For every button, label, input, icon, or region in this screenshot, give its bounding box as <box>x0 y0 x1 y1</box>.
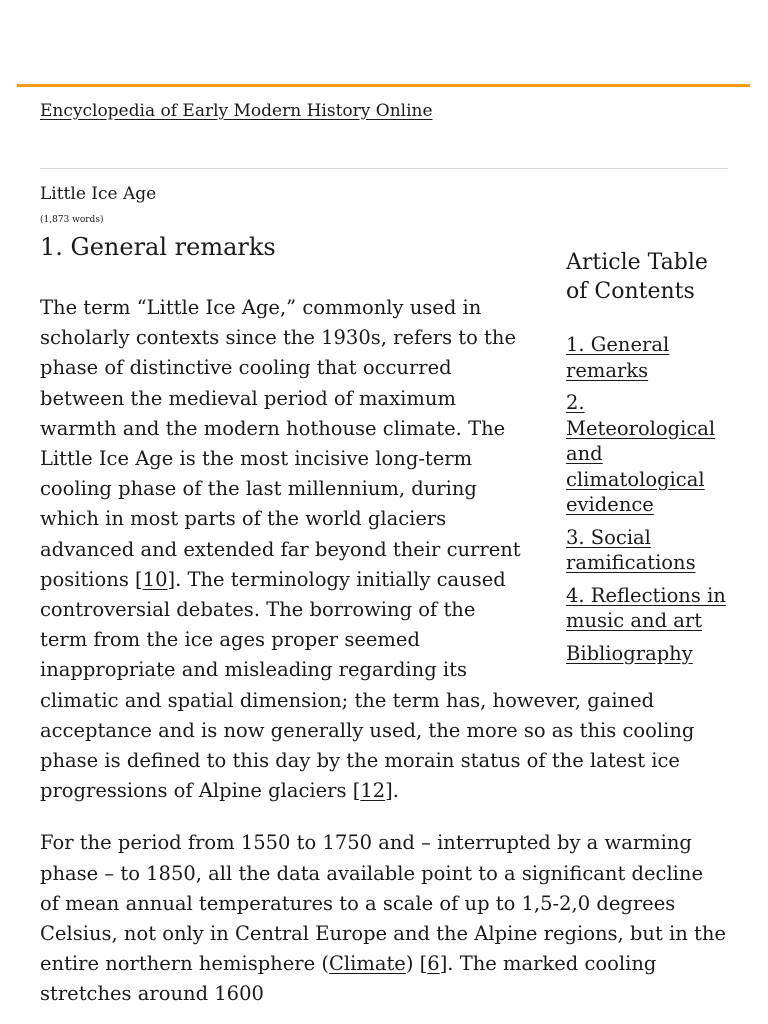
paragraph-2-text-c: ]. The marked cooling stretches around 1600 <box>40 952 657 1006</box>
header-divider <box>40 168 728 169</box>
article-table-of-contents <box>566 248 728 673</box>
toc-item <box>566 332 728 383</box>
paragraph-2 <box>40 828 728 1009</box>
header-accent-rule <box>17 84 750 87</box>
paragraph-1-text-b: ]. The terminology initially caused controversial debates. The borrowing of the term from the ice ages proper seemed inappropriate and misleading regarding its climatic and spatial dimension; the term has, however, gained acceptance and is now generally used, the more so as this cooling phase is defined to this day by the morain status of the latest ice progressions of Alpine glaciers [ <box>40 567 695 803</box>
reference-link-12[interactable]: 12 <box>360 779 386 803</box>
climate-link[interactable]: Climate <box>328 952 406 976</box>
article-content <box>40 250 728 1024</box>
toc-item <box>566 390 728 518</box>
reference-link-6[interactable]: 6 <box>427 952 440 976</box>
toc-item <box>566 525 728 576</box>
reference-link-10[interactable]: 10 <box>142 567 168 591</box>
article-title: Little Ice Age <box>40 184 157 204</box>
paragraph-1-text-a: The term “Little Ice Age,” commonly used in scholarly contexts since the 1930s, refers to the phase of distinctive cooling that occurred between the medieval period of maximum warmth and the modern hothouse climate. The Little Ice Age is the most incisive long-term cooling phase of the last millennium, during which in most parts of the world glaciers advanced and extended far beyond their current positions [ <box>40 296 521 591</box>
paragraph-2-text-b: ) [ <box>405 952 428 976</box>
paragraph-1-text-c: ]. <box>385 779 399 803</box>
toc-link-general-remarks[interactable]: 1. General remarks <box>566 333 670 382</box>
toc-link-social-ramifications[interactable]: 3. Social ramifications <box>566 525 696 574</box>
toc-item <box>566 641 728 667</box>
toc-link-meteorological-evidence[interactable]: 2. Meteorological and climatological evidence <box>566 391 716 516</box>
toc-item <box>566 583 728 634</box>
site-title-link[interactable]: Encyclopedia of Early Modern History Online <box>40 101 433 121</box>
toc-heading: Article Table of Contents <box>566 250 708 304</box>
word-count: (1,873 words) <box>40 215 104 225</box>
toc-link-bibliography[interactable]: Bibliography <box>566 641 693 665</box>
toc-list <box>566 332 728 666</box>
paragraph-2-text-a: For the period from 1550 to 1750 and – interrupted by a warming phase – to 1850, all the data available point to a significant decline of mean annual temperatures to a scale of up to 1,5-2,0 degrees Celsius, not only in Central Europe and the Alpine regions, but in the entire northern hemisphere ( <box>40 831 726 976</box>
section-heading: 1. General remarks <box>40 233 276 261</box>
toc-link-music-and-art[interactable]: 4. Reflections in music and art <box>566 583 726 632</box>
